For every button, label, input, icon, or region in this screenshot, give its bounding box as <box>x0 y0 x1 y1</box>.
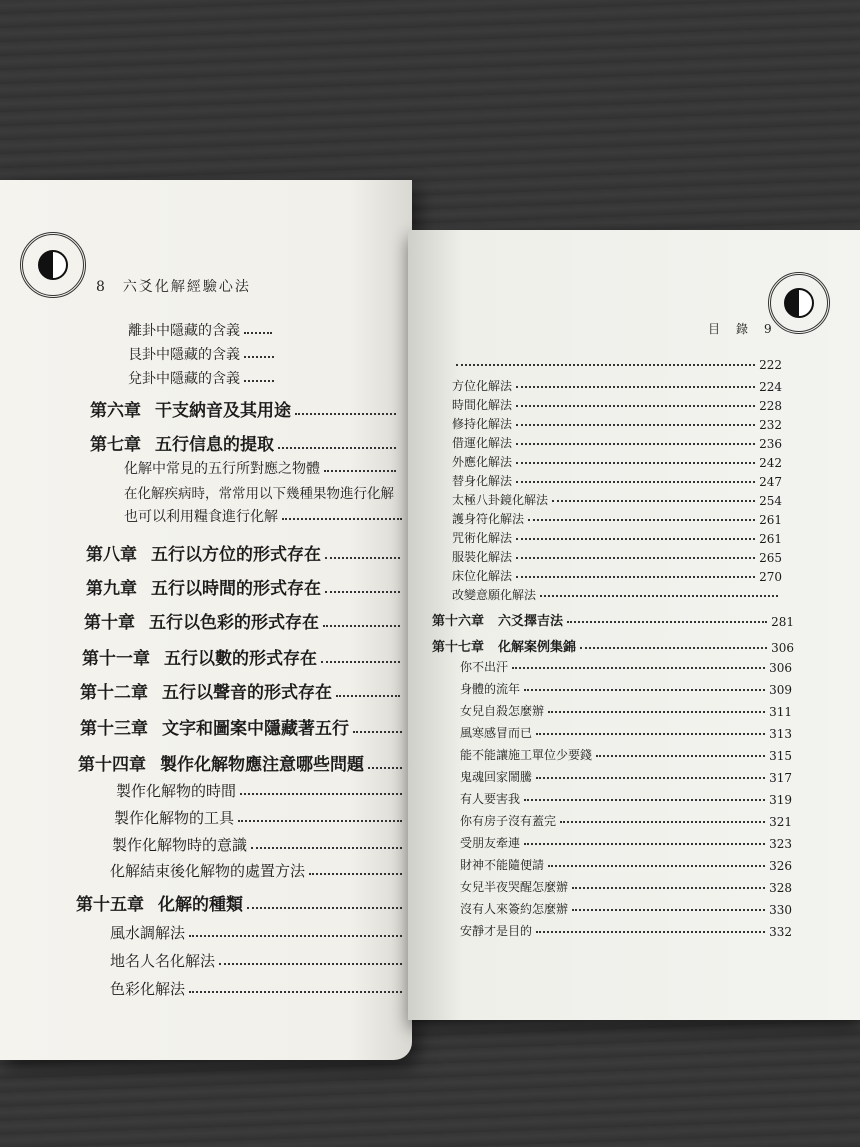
toc-entry: 化解中常見的五行所對應之物體 <box>124 458 400 478</box>
toc-entry: 咒術化解法 261 <box>452 531 782 546</box>
toc-entry: 製作化解物的工具 <box>114 807 406 828</box>
toc-entry: 床位化解法 270 <box>452 569 782 584</box>
right-page-header: 目 錄 9 <box>708 322 774 336</box>
toc-entry: 護身符化解法 261 <box>452 512 782 527</box>
toc-entry: 離卦中隱藏的含義 <box>128 320 276 340</box>
toc-entry: 地名人名化解法 <box>110 950 406 971</box>
toc-entry: 借運化解法 236 <box>452 436 782 451</box>
toc-entry: 鬼魂回家鬧騰 317 <box>460 770 792 785</box>
toc-entry: 女兒自殺怎麼辦 311 <box>460 704 792 719</box>
toc-chapter: 第十三章 文字和圖案中隱藏著五行 <box>80 714 406 739</box>
toc-entry: 有人要害我 319 <box>460 792 792 807</box>
toc-chapter: 第八章 五行以方位的形式存在 <box>86 540 404 565</box>
toc-entry: 也可以利用糧食進行化解 <box>124 506 406 526</box>
toc-entry: 方位化解法 224 <box>452 379 782 394</box>
toc-entry: 你有房子沒有蓋完 321 <box>460 814 792 829</box>
toc-entry: 風寒感冒而已 313 <box>460 726 792 741</box>
toc-entry: 修持化解法 232 <box>452 417 782 432</box>
toc-entry: 兌卦中隱藏的含義 <box>128 368 278 388</box>
toc-entry: 沒有人來簽約怎麼辦 330 <box>460 902 792 917</box>
toc-entry: 製作化解物的時間 <box>116 780 406 801</box>
toc-chapter: 第十六章 六爻擇吉法 281 <box>432 614 794 629</box>
toc-entry: 在化解疾病時，常常用以下幾種果物進行化解 <box>124 486 394 502</box>
toc-entry: 艮卦中隱藏的含義 <box>128 344 278 364</box>
left-page-header: 8 六爻化解經驗心法 <box>96 279 251 295</box>
toc-entry: 受朋友牽連 323 <box>460 836 792 851</box>
toc-entry: 化解結束後化解物的處置方法 <box>110 860 406 881</box>
right-page <box>408 230 860 1020</box>
toc-chapter: 第十章 五行以色彩的形式存在 <box>84 608 404 633</box>
toc-entry: 女兒半夜哭醒怎麼辦 328 <box>460 880 792 895</box>
toc-chapter: 第十二章 五行以聲音的形式存在 <box>80 678 404 703</box>
toc-entry: 改變意願化解法 <box>452 586 782 603</box>
toc-chapter: 第九章 五行以時間的形式存在 <box>86 574 404 599</box>
toc-chapter: 第十一章 五行以數的形式存在 <box>82 644 404 669</box>
toc-chapter: 第十四章 製作化解物應注意哪些問題 <box>78 750 406 775</box>
toc-entry: 222 <box>452 358 782 372</box>
bagua-yinyang-icon <box>20 232 86 298</box>
toc-entry: 替身化解法 247 <box>452 474 782 489</box>
toc-entry: 你不出汗 306 <box>460 660 792 675</box>
toc-entry: 服裝化解法 265 <box>452 550 782 565</box>
toc-chapter: 第七章 五行信息的提取 <box>90 430 400 455</box>
bagua-yinyang-icon <box>768 272 830 334</box>
toc-entry: 安靜才是目的 332 <box>460 924 792 939</box>
toc-entry: 外應化解法 242 <box>452 455 782 470</box>
toc-chapter: 第六章 干支納音及其用途 <box>90 396 400 421</box>
toc-chapter: 第十七章 化解案例集錦 306 <box>432 640 794 655</box>
toc-entry: 能不能讓施工單位少要錢 315 <box>460 748 792 763</box>
toc-entry: 身體的流年 309 <box>460 682 792 697</box>
toc-chapter: 第十五章 化解的種類 <box>76 890 406 915</box>
left-page <box>0 180 412 1060</box>
toc-entry: 財神不能隨便請 326 <box>460 858 792 873</box>
toc-entry: 風水調解法 <box>110 922 406 943</box>
toc-entry: 製作化解物時的意識 <box>112 834 406 855</box>
toc-entry: 太極八卦鏡化解法 254 <box>452 493 782 508</box>
toc-entry: 色彩化解法 <box>110 978 406 999</box>
toc-entry: 時間化解法 228 <box>452 398 782 413</box>
